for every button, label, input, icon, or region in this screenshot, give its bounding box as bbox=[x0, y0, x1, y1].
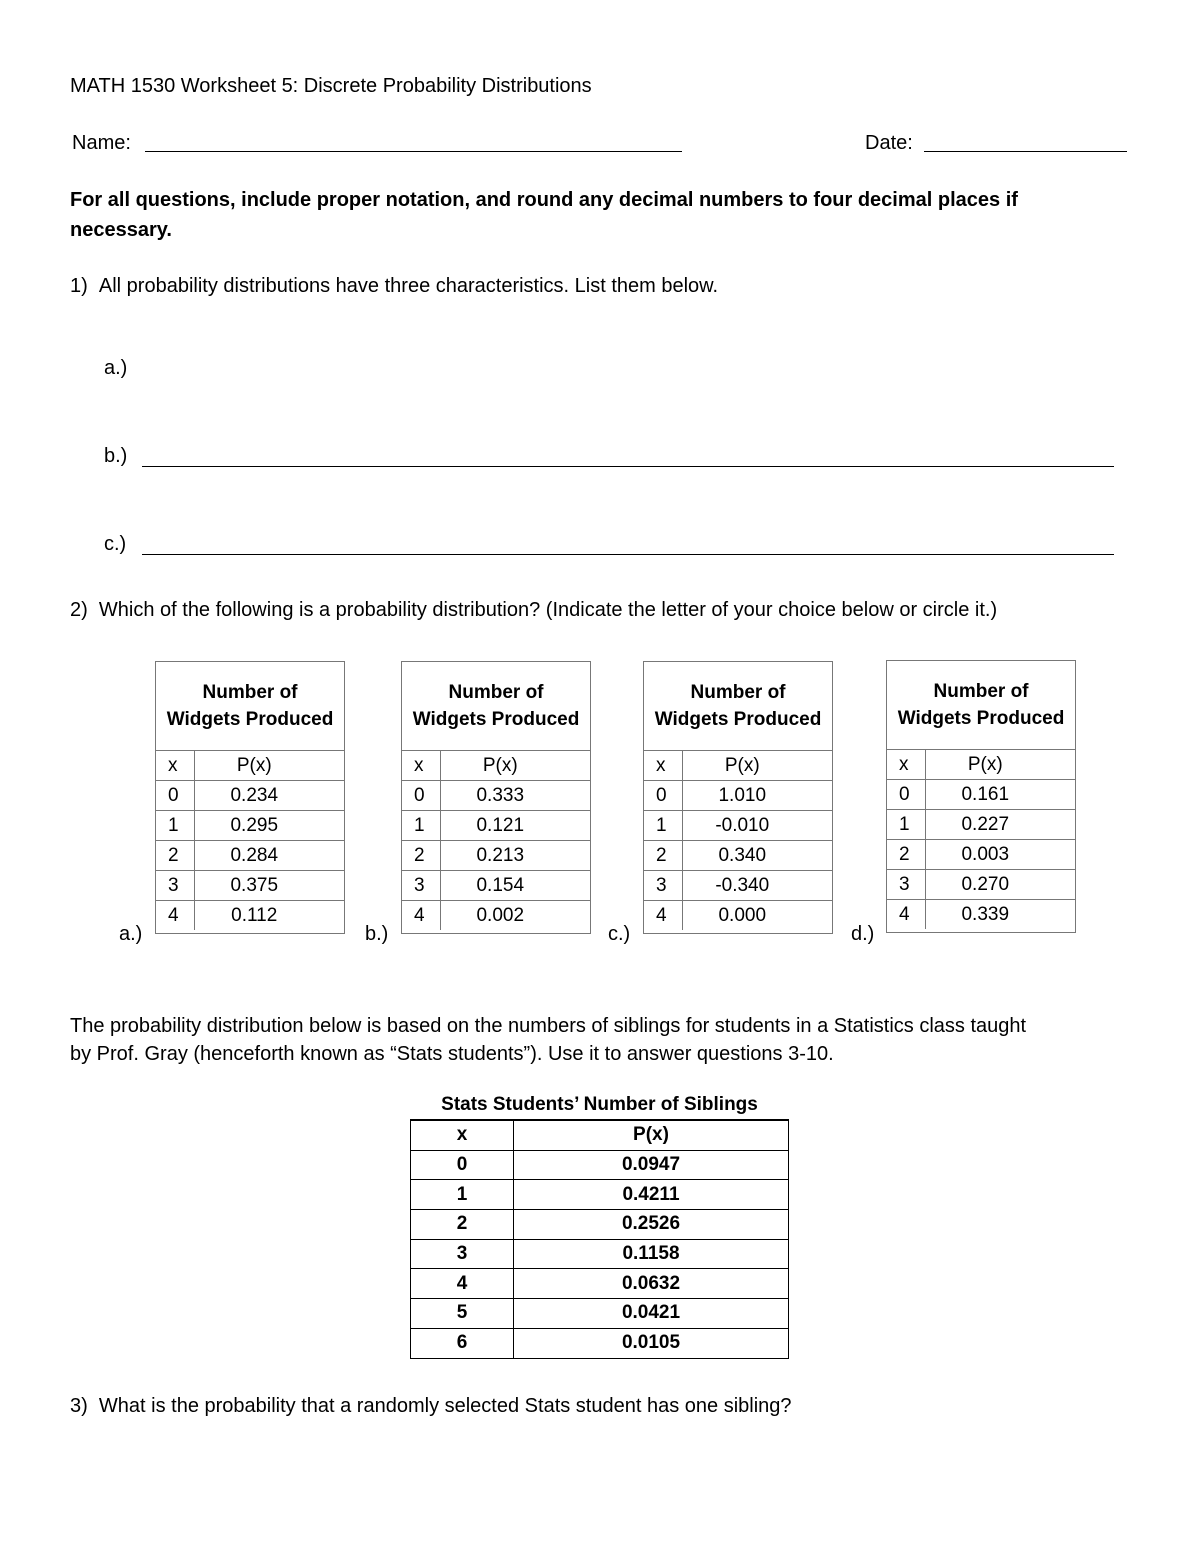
widgets-table-d-header bbox=[887, 661, 1075, 750]
cell-px: 0.4211 bbox=[514, 1180, 789, 1210]
header-line-1: Number of bbox=[690, 682, 786, 703]
cell-x: 4 bbox=[644, 901, 682, 931]
siblings-header-row bbox=[411, 1120, 789, 1150]
cell-px: 0.112 bbox=[194, 901, 344, 931]
table-d-letter[interactable]: d.) bbox=[851, 923, 875, 945]
cell-x: 5 bbox=[411, 1299, 514, 1329]
table-row bbox=[887, 870, 1075, 900]
table-row bbox=[644, 781, 832, 811]
cell-px: -0.340 bbox=[682, 871, 832, 901]
table-row bbox=[411, 1239, 789, 1269]
q1-option-b-line[interactable] bbox=[142, 466, 1114, 467]
widgets-table-c-header bbox=[644, 662, 832, 751]
intro-line-1: The probability distribution below is based on the numbers of siblings for students in a Statistics class taught bbox=[70, 1015, 1027, 1037]
date-field-line[interactable] bbox=[924, 151, 1127, 152]
widgets-table-b-header bbox=[402, 662, 590, 751]
col-px-header: P(x) bbox=[514, 1120, 789, 1150]
name-label: Name: bbox=[72, 132, 131, 154]
cell-x: 0 bbox=[402, 781, 440, 811]
table-row bbox=[156, 901, 344, 931]
cell-x: 3 bbox=[887, 870, 925, 900]
header-line-2: Widgets Produced bbox=[166, 709, 334, 730]
cell-x: 4 bbox=[411, 1269, 514, 1299]
cell-x: 1 bbox=[156, 811, 194, 841]
table-row bbox=[887, 780, 1075, 810]
table-row bbox=[887, 810, 1075, 840]
cell-px: 0.154 bbox=[440, 871, 590, 901]
cell-px: 0.375 bbox=[194, 871, 344, 901]
q1-option-c-line[interactable] bbox=[142, 554, 1114, 555]
cell-x: 1 bbox=[402, 811, 440, 841]
cell-px: 0.0421 bbox=[514, 1299, 789, 1329]
table-header-row bbox=[644, 751, 832, 781]
table-row bbox=[644, 901, 832, 931]
worksheet-title: MATH 1530 Worksheet 5: Discrete Probability Distributions bbox=[70, 75, 592, 97]
widgets-table-a bbox=[155, 661, 345, 934]
table-row bbox=[156, 871, 344, 901]
cell-x: 3 bbox=[644, 871, 682, 901]
cell-px: 0.2526 bbox=[514, 1210, 789, 1240]
question-1: 1) All probability distributions have three characteristics. List them below. bbox=[70, 275, 719, 297]
cell-px: 1.010 bbox=[682, 781, 832, 811]
header-line-1: Number of bbox=[202, 682, 298, 703]
q1-option-b-label: b.) bbox=[104, 445, 128, 467]
col-x-header: x bbox=[156, 751, 194, 781]
table-row bbox=[411, 1328, 789, 1358]
cell-px: 0.002 bbox=[440, 901, 590, 931]
cell-x: 2 bbox=[644, 841, 682, 871]
table-row bbox=[644, 811, 832, 841]
cell-x: 3 bbox=[411, 1239, 514, 1269]
table-b-letter[interactable]: b.) bbox=[365, 923, 389, 945]
table-header-row bbox=[887, 750, 1075, 780]
table-row bbox=[402, 841, 590, 871]
cell-px: 0.0947 bbox=[514, 1150, 789, 1180]
siblings-table-title: Stats Students’ Number of Siblings bbox=[441, 1094, 758, 1115]
header-line-2: Widgets Produced bbox=[412, 709, 580, 730]
table-c-letter[interactable]: c.) bbox=[608, 923, 631, 945]
cell-px: 0.161 bbox=[925, 780, 1075, 810]
cell-x: 3 bbox=[402, 871, 440, 901]
cell-px: 0.284 bbox=[194, 841, 344, 871]
cell-x: 2 bbox=[887, 840, 925, 870]
question-2: 2) Which of the following is a probability distribution? (Indicate the letter of your choice below or circle it.) bbox=[70, 599, 998, 621]
cell-px: 0.213 bbox=[440, 841, 590, 871]
name-field-line[interactable] bbox=[145, 151, 682, 152]
header-line-1: Number of bbox=[933, 681, 1029, 702]
cell-px: 0.340 bbox=[682, 841, 832, 871]
intro-line-2: by Prof. Gray (henceforth known as “Stats students”). Use it to answer questions 3-10. bbox=[70, 1043, 834, 1065]
q1-option-a-label: a.) bbox=[104, 357, 128, 379]
col-x-header: x bbox=[644, 751, 682, 781]
col-px-header: P(x) bbox=[925, 750, 1075, 780]
cell-px: 0.000 bbox=[682, 901, 832, 931]
cell-px: 0.0632 bbox=[514, 1269, 789, 1299]
col-x-header: x bbox=[887, 750, 925, 780]
cell-px: 0.1158 bbox=[514, 1239, 789, 1269]
cell-px: 0.339 bbox=[925, 900, 1075, 930]
cell-x: 1 bbox=[644, 811, 682, 841]
cell-x: 4 bbox=[887, 900, 925, 930]
cell-x: 2 bbox=[156, 841, 194, 871]
cell-px: -0.010 bbox=[682, 811, 832, 841]
widgets-table-c bbox=[643, 661, 833, 934]
header-line-1: Number of bbox=[448, 682, 544, 703]
table-row bbox=[887, 900, 1075, 930]
header-line-2: Widgets Produced bbox=[654, 709, 822, 730]
col-x-header: x bbox=[402, 751, 440, 781]
table-row bbox=[411, 1180, 789, 1210]
table-header-row bbox=[156, 751, 344, 781]
cell-x: 1 bbox=[887, 810, 925, 840]
cell-x: 2 bbox=[411, 1210, 514, 1240]
question-3: 3) What is the probability that a randomly selected Stats student has one sibling? bbox=[70, 1395, 792, 1417]
table-row bbox=[156, 781, 344, 811]
col-px-header: P(x) bbox=[440, 751, 590, 781]
cell-px: 0.234 bbox=[194, 781, 344, 811]
widgets-table-a-header bbox=[156, 662, 344, 751]
table-a-letter[interactable]: a.) bbox=[119, 923, 143, 945]
table-row bbox=[644, 871, 832, 901]
table-row bbox=[402, 811, 590, 841]
table-header-row bbox=[402, 751, 590, 781]
cell-x: 0 bbox=[644, 781, 682, 811]
header-line-2: Widgets Produced bbox=[897, 708, 1065, 729]
cell-px: 0.270 bbox=[925, 870, 1075, 900]
col-px-header: P(x) bbox=[682, 751, 832, 781]
table-row bbox=[156, 841, 344, 871]
cell-x: 0 bbox=[411, 1150, 514, 1180]
col-px-header: P(x) bbox=[194, 751, 344, 781]
cell-x: 0 bbox=[156, 781, 194, 811]
table-row bbox=[402, 871, 590, 901]
siblings-table bbox=[410, 1119, 789, 1359]
table-row bbox=[887, 840, 1075, 870]
widgets-table-d bbox=[886, 660, 1076, 933]
cell-x: 3 bbox=[156, 871, 194, 901]
table-row bbox=[411, 1150, 789, 1180]
cell-x: 4 bbox=[156, 901, 194, 931]
cell-x: 0 bbox=[887, 780, 925, 810]
cell-px: 0.295 bbox=[194, 811, 344, 841]
table-row bbox=[411, 1210, 789, 1240]
date-label: Date: bbox=[865, 132, 913, 154]
q1-option-c-label: c.) bbox=[104, 533, 127, 555]
instructions-line-1: For all questions, include proper notation, and round any decimal numbers to four decimal places if bbox=[70, 189, 1018, 211]
table-row bbox=[402, 901, 590, 931]
cell-x: 6 bbox=[411, 1328, 514, 1358]
col-x-header: x bbox=[411, 1120, 514, 1150]
cell-px: 0.0105 bbox=[514, 1328, 789, 1358]
table-row bbox=[411, 1299, 789, 1329]
instructions-line-2: necessary. bbox=[70, 219, 172, 241]
table-row bbox=[644, 841, 832, 871]
table-row bbox=[402, 781, 590, 811]
cell-px: 0.227 bbox=[925, 810, 1075, 840]
cell-px: 0.121 bbox=[440, 811, 590, 841]
cell-px: 0.333 bbox=[440, 781, 590, 811]
cell-x: 2 bbox=[402, 841, 440, 871]
cell-x: 1 bbox=[411, 1180, 514, 1210]
cell-px: 0.003 bbox=[925, 840, 1075, 870]
cell-x: 4 bbox=[402, 901, 440, 931]
table-row bbox=[156, 811, 344, 841]
widgets-table-b bbox=[401, 661, 591, 934]
table-row bbox=[411, 1269, 789, 1299]
